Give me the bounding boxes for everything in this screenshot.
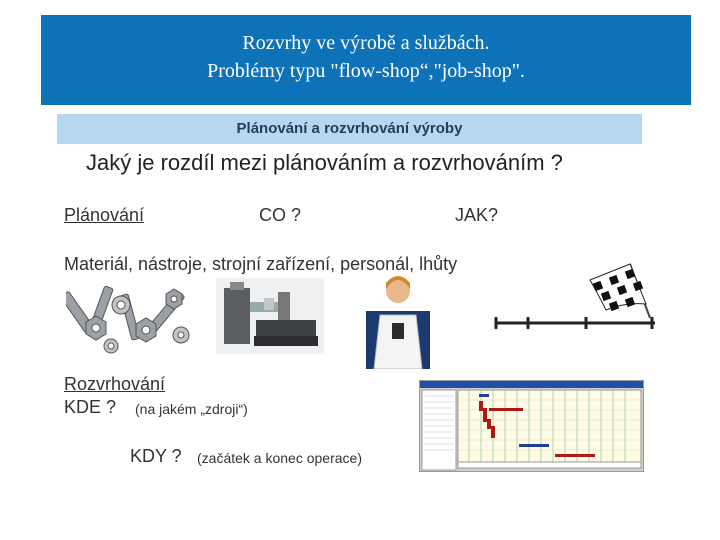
header-title-line2: Problémy typu "flow-shop“,"job-shop".: [207, 60, 525, 82]
timeline-flag-icon: [490, 258, 660, 333]
co-label: CO ?: [259, 205, 302, 225]
kdy-label: KDY ?: [130, 446, 182, 466]
gantt-chart-screenshot: [419, 380, 644, 472]
subtitle-bar: Plánování a rozvrhování výroby: [57, 114, 642, 144]
kdy-note: (začátek a konec operace): [197, 450, 362, 466]
kde-note: (na jakém „zdroji“): [135, 401, 248, 417]
kde-label: KDE ?: [64, 397, 117, 417]
resources-line: Materiál, nástroje, strojní zařízení, personál, lhůty: [64, 254, 458, 274]
cnc-machine-icon: [216, 278, 324, 354]
worker-doctor-icon: [366, 271, 430, 369]
main-question: Jaký je rozdíl mezi plánováním a rozvrhováním ?: [86, 150, 563, 175]
jak-label: JAK?: [455, 205, 499, 225]
header-title-line1: Rozvrhy ve výrobě a službách.: [242, 32, 490, 54]
bolts-nuts-icon: [66, 280, 196, 358]
planning-label: Plánování: [64, 205, 145, 225]
scheduling-label: Rozvrhování: [64, 374, 166, 394]
slide-header: [41, 15, 691, 105]
